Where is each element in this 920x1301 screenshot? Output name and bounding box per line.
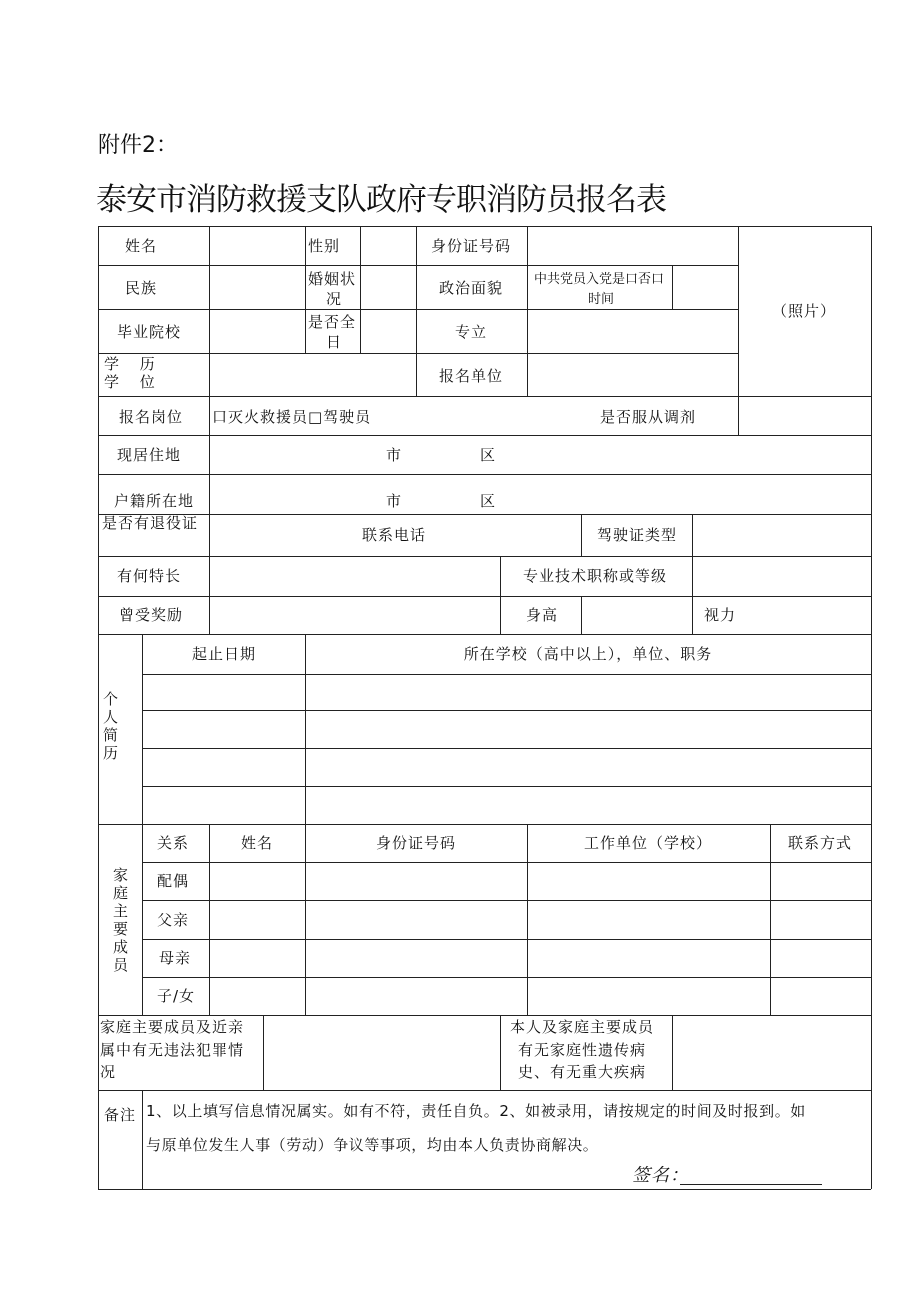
table-line [98,1090,871,1091]
table-line [770,824,771,1015]
table-line [692,556,693,596]
table-line [209,556,210,596]
table-line [142,939,871,940]
table-line [142,786,871,787]
table-line [142,674,871,675]
table-line [416,226,417,396]
household-label: 户籍所在地 [113,492,195,510]
attachment-label: 附件2： [98,133,178,158]
table-line [142,1090,143,1189]
table-line [263,1015,264,1090]
crime-label-1: 家庭主要成员及近亲 [100,1018,245,1036]
table-line [209,396,210,435]
name-label: 姓名 [124,237,158,255]
table-line [360,226,361,353]
fulltime-label-2: 日 [326,333,343,351]
table-line [581,596,582,634]
table-line [500,596,501,634]
table-line [500,1015,501,1090]
current-address-label: 现居住地 [116,446,182,464]
resume-side-label: 个人简历 [103,690,119,762]
remarks-line-2: 与原单位发生人事（劳动）争议等事项，均由本人负责协商解决。 [146,1136,599,1154]
family-id-header: 身份证号码 [375,834,457,852]
table-line [305,824,306,1015]
household-city: 市 [386,492,403,510]
family-work-header: 工作单位（学校） [583,834,713,852]
table-line [142,748,871,749]
table-line [142,710,871,711]
table-line [692,514,693,556]
specialty-label: 有何特长 [116,567,182,585]
education-label-1: 学 历 [104,355,163,373]
table-border [98,1189,871,1190]
family-name-header: 姓名 [240,834,274,852]
table-line [98,396,871,397]
family-relation-spouse: 配偶 [156,872,190,890]
table-line [98,435,871,436]
remarks-label: 备注 [104,1106,137,1124]
table-line [527,309,672,310]
table-line [692,596,693,634]
table-line [581,514,582,556]
party-label-1: 中共党员入党是口否口 [534,272,665,287]
adjust-label: 是否服从调剂 [600,408,697,426]
table-border [871,226,872,1189]
fulltime-label-1: 是否全 [308,313,357,331]
resume-date-header: 起止日期 [191,645,257,663]
family-contact-header: 联系方式 [787,834,853,852]
table-line [98,514,871,515]
marital-label-1: 婚姻状 [308,270,357,288]
table-line [98,353,738,354]
height-label: 身高 [525,606,559,624]
party-label-2: 时间 [588,292,615,307]
photo-placeholder: （照片） [771,302,837,320]
id-number-label: 身份证号码 [430,237,512,255]
table-line [98,634,871,635]
table-line [209,514,210,556]
table-line [209,435,210,514]
health-label-2: 有无家庭性遗传病 [518,1041,647,1059]
vision-label: 视力 [704,606,737,624]
gender-label: 性别 [308,237,341,255]
professional-title-label: 专业技术职称或等级 [522,567,668,585]
table-line [209,226,210,396]
political-label: 政治面貌 [438,279,504,297]
phone-label: 联系电话 [361,526,427,544]
position-label: 报名岗位 [118,408,184,426]
school-label: 毕业院校 [116,323,182,341]
family-relation-father: 父亲 [156,911,190,929]
table-line [98,265,738,266]
major-label: 专立 [454,323,488,341]
table-line [98,474,871,475]
license-type-label: 驾驶证类型 [596,526,678,544]
family-relation-mother: 母亲 [158,949,192,967]
ethnicity-label: 民族 [124,279,158,297]
table-line [305,634,306,824]
table-line [500,556,501,596]
table-line [527,226,528,396]
family-relation-child: 子/女 [156,987,196,1005]
awards-label: 曾受奖励 [118,606,184,624]
marital-label-2: 况 [326,290,343,308]
veteran-label: 是否有退役证 [102,514,199,532]
remarks-line-1: 1、以上填写信息情况属实。如有不符，责任自负。2、如被录用，请按规定的时间及时报到。如 [146,1102,806,1120]
table-line [142,862,871,863]
health-label-1: 本人及家庭主要成员 [510,1018,655,1036]
table-line [98,556,871,557]
family-side-label: 家庭主要成员 [113,866,129,974]
health-label-3: 史、有无重大疾病 [518,1063,647,1081]
crime-label-2: 属中有无违法犯罪情 [100,1041,245,1059]
apply-unit-label: 报名单位 [438,367,504,385]
table-line [142,824,143,1015]
position-options[interactable]: 口灭火救援员□驾驶员 [212,408,372,426]
table-line [209,824,210,1015]
table-line [98,596,871,597]
page-title: 泰安市消防救援支队政府专职消防员报名表 [96,182,666,218]
signature-label: 签名： [632,1165,689,1186]
current-district: 区 [480,446,497,464]
crime-label-3: 况 [100,1063,117,1081]
table-line [672,1015,673,1090]
table-line [305,226,306,353]
table-line [98,824,871,825]
education-label-2: 学 位 [104,373,163,391]
table-line [98,1015,871,1016]
signature-line[interactable] [680,1184,822,1185]
family-relation-header: 关系 [156,834,190,852]
resume-school-header: 所在学校（高中以上），单位、职务 [463,645,713,663]
table-line [527,824,528,1015]
table-border [98,226,871,227]
table-line [672,265,673,309]
table-border [98,226,99,1189]
table-line [142,634,143,824]
table-line [142,977,871,978]
household-district: 区 [480,492,497,510]
table-line [209,596,210,634]
current-city: 市 [386,446,403,464]
table-line [142,900,871,901]
table-line [738,226,739,435]
